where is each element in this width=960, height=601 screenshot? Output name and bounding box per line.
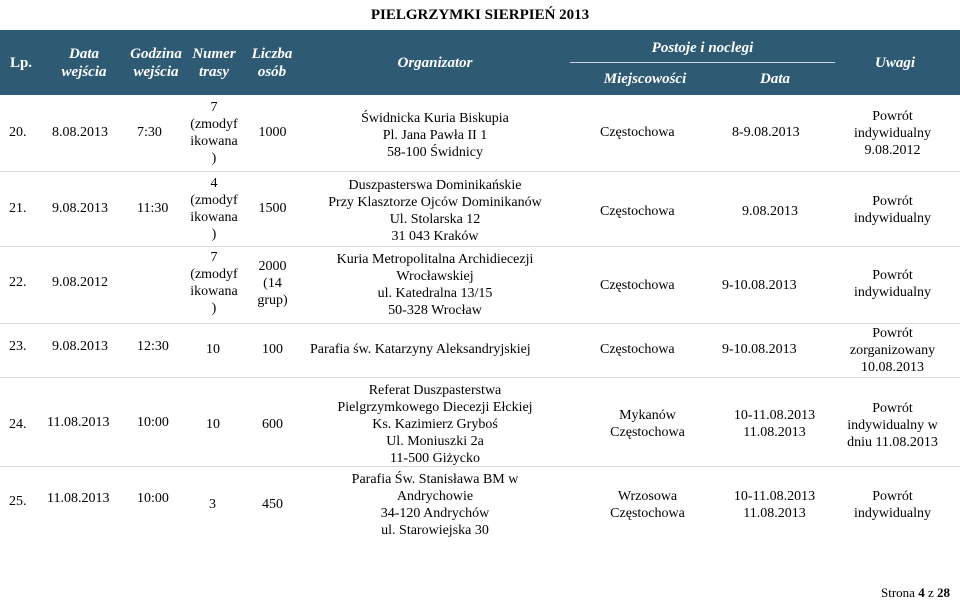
notes-line: Powrót bbox=[872, 326, 913, 341]
row-24-stop-date bbox=[712, 407, 837, 441]
notes-line: dniu 11.08.2013 bbox=[847, 435, 938, 450]
row-separator bbox=[0, 466, 960, 467]
row-25-date: 11.08.2013 bbox=[47, 491, 110, 506]
route-line: ) bbox=[211, 227, 217, 242]
row-24-date: 11.08.2013 bbox=[47, 415, 110, 430]
header-date-line1: Data bbox=[69, 45, 99, 62]
row-25-time: 10:00 bbox=[137, 491, 169, 506]
notes-line: indywidualny bbox=[854, 126, 931, 141]
row-25-lp: 25. bbox=[9, 494, 27, 509]
stop-date-line: 10-11.08.2013 bbox=[733, 408, 816, 423]
row-24-count: 600 bbox=[262, 417, 283, 432]
header-route bbox=[186, 30, 242, 95]
row-20-lp: 20. bbox=[9, 125, 27, 140]
row-20-organizer bbox=[300, 110, 570, 161]
footer-middle: z bbox=[927, 585, 934, 600]
place-line: Wrzosowa bbox=[617, 489, 678, 504]
row-22-lp: 22. bbox=[9, 275, 27, 290]
notes-line: Powrót bbox=[872, 109, 913, 124]
row-separator bbox=[0, 171, 960, 172]
row-21-count: 1500 bbox=[258, 201, 287, 216]
row-21-places: Częstochowa bbox=[600, 204, 675, 219]
table-header bbox=[0, 30, 960, 95]
organizer-line: Ks. Kazimierz Gryboś bbox=[372, 417, 498, 432]
row-23-time: 12:30 bbox=[137, 339, 169, 354]
row-22-route bbox=[185, 249, 243, 317]
document-title: PIELGRZYMKI SIERPIEŃ 2013 bbox=[370, 7, 590, 23]
place-line: Częstochowa bbox=[610, 425, 685, 440]
row-21-time: 11:30 bbox=[137, 201, 169, 216]
organizer-line: Przy Klasztorze Ojców Dominikanów bbox=[328, 195, 542, 210]
notes-line: indywidualny w bbox=[847, 418, 938, 433]
row-23-lp: 23. bbox=[9, 339, 27, 354]
route-line: ikowana bbox=[190, 134, 238, 149]
row-20-stop-date: 8-9.08.2013 bbox=[732, 125, 800, 140]
route-line: (zmodyf bbox=[190, 117, 238, 132]
row-24-places bbox=[585, 407, 710, 441]
header-organizer: Organizator bbox=[397, 54, 473, 71]
route-line: ikowana bbox=[190, 210, 238, 225]
header-notes: Uwagi bbox=[874, 54, 915, 71]
row-23-count: 100 bbox=[262, 342, 283, 357]
row-21-route bbox=[185, 175, 243, 243]
notes-line: zorganizowany bbox=[849, 343, 936, 358]
row-25-route: 3 bbox=[209, 497, 216, 512]
row-20-route bbox=[185, 99, 243, 167]
header-places: Miejscowości bbox=[603, 71, 687, 87]
page-footer bbox=[881, 585, 950, 601]
row-21-date: 9.08.2013 bbox=[52, 201, 108, 216]
organizer-line: ul. Starowiejska 30 bbox=[381, 523, 489, 538]
row-23-organizer: Parafia św. Katarzyny Aleksandryjskiej bbox=[310, 342, 531, 357]
notes-line: Powrót bbox=[872, 194, 913, 209]
row-21-notes bbox=[830, 193, 955, 227]
row-21-lp: 21. bbox=[9, 201, 27, 216]
row-22-count bbox=[245, 258, 300, 309]
count-line: 2000 bbox=[258, 259, 287, 274]
header-stops-divider bbox=[570, 62, 835, 63]
row-24-organizer bbox=[300, 382, 570, 467]
organizer-line: 34-120 Andrychów bbox=[380, 506, 490, 521]
row-23-date: 9.08.2013 bbox=[52, 339, 108, 354]
header-time-line2: wejścia bbox=[133, 63, 179, 80]
header-time bbox=[124, 30, 188, 95]
place-line: Mykanów bbox=[619, 408, 676, 423]
row-23-route: 10 bbox=[206, 342, 220, 357]
row-23-notes bbox=[830, 325, 955, 376]
header-stops: Postoje i noclegi bbox=[651, 40, 754, 56]
header-route-line1: Numer bbox=[192, 45, 236, 62]
row-22-date: 9.08.2012 bbox=[52, 275, 108, 290]
organizer-line: 58-100 Świdnicy bbox=[386, 145, 484, 160]
organizer-line: Parafia Św. Stanisława BM w bbox=[351, 472, 519, 487]
organizer-line: 50-328 Wrocław bbox=[388, 303, 482, 318]
header-route-line2: trasy bbox=[199, 63, 229, 80]
footer-prefix: Strona bbox=[881, 585, 915, 600]
header-date-line2: wejścia bbox=[61, 63, 107, 80]
organizer-line: 31 043 Kraków bbox=[391, 229, 479, 244]
row-22-notes bbox=[830, 267, 955, 301]
organizer-line: 11-500 Giżycko bbox=[389, 451, 481, 466]
organizer-line: Pielgrzymkowego Diecezji Ełckiej bbox=[337, 400, 533, 415]
count-line: (14 bbox=[263, 276, 282, 291]
row-24-notes bbox=[830, 400, 955, 451]
row-20-time: 7:30 bbox=[137, 125, 162, 140]
row-21-stop-date: 9.08.2013 bbox=[742, 204, 798, 219]
header-stop-date: Data bbox=[760, 71, 790, 87]
row-24-lp: 24. bbox=[9, 417, 27, 432]
organizer-line: Wrocławskiej bbox=[396, 269, 474, 284]
notes-line: indywidualny bbox=[854, 211, 931, 226]
organizer-line: Świdnicka Kuria Biskupia bbox=[361, 111, 509, 126]
route-line: 7 bbox=[210, 100, 218, 115]
organizer-line: Kuria Metropolitalna Archidiecezji bbox=[336, 252, 534, 267]
row-24-route: 10 bbox=[206, 417, 220, 432]
header-lp: Lp. bbox=[9, 54, 33, 71]
organizer-line: Pl. Jana Pawła II 1 bbox=[382, 128, 488, 143]
stop-date-line: 10-11.08.2013 bbox=[733, 489, 816, 504]
row-21-organizer bbox=[300, 177, 570, 245]
row-25-notes bbox=[830, 488, 955, 522]
header-count-line1: Liczba bbox=[251, 45, 293, 62]
row-25-organizer bbox=[300, 471, 570, 539]
organizer-line: Ul. Moniuszki 2a bbox=[386, 434, 484, 449]
row-20-date: 8.08.2013 bbox=[52, 125, 108, 140]
route-line: 7 bbox=[210, 250, 218, 265]
row-separator bbox=[0, 246, 960, 247]
row-separator bbox=[0, 377, 960, 378]
row-23-stop-date: 9-10.08.2013 bbox=[722, 342, 797, 357]
route-line: (zmodyf bbox=[190, 267, 238, 282]
footer-page-number: 4 bbox=[918, 585, 925, 600]
organizer-line: Duszpasterswa Dominikańskie bbox=[348, 178, 522, 193]
stop-date-line: 11.08.2013 bbox=[743, 506, 806, 521]
organizer-line: Ul. Stolarska 12 bbox=[389, 212, 481, 227]
notes-line: Powrót bbox=[872, 489, 913, 504]
notes-line: Powrót bbox=[872, 268, 913, 283]
row-20-count: 1000 bbox=[258, 125, 287, 140]
notes-line: Powrót bbox=[872, 401, 913, 416]
notes-line: indywidualny bbox=[854, 285, 931, 300]
notes-line: 9.08.2012 bbox=[864, 143, 921, 158]
notes-line: indywidualny bbox=[854, 506, 931, 521]
organizer-line: Referat Duszpasterstwa bbox=[368, 383, 502, 398]
stop-date-line: 11.08.2013 bbox=[743, 425, 806, 440]
row-22-organizer bbox=[300, 251, 570, 319]
row-25-places bbox=[585, 488, 710, 522]
route-line: ikowana bbox=[190, 284, 238, 299]
header-time-line1: Godzina bbox=[130, 45, 182, 62]
row-separator bbox=[0, 323, 960, 324]
route-line: ) bbox=[211, 301, 217, 316]
route-line: (zmodyf bbox=[190, 193, 238, 208]
header-count bbox=[242, 30, 302, 95]
notes-line: 10.08.2013 bbox=[861, 360, 924, 375]
row-20-places: Częstochowa bbox=[600, 125, 675, 140]
row-24-time: 10:00 bbox=[137, 415, 169, 430]
organizer-line: ul. Katedralna 13/15 bbox=[377, 286, 493, 301]
organizer-line: Andrychowie bbox=[396, 489, 474, 504]
header-date bbox=[48, 30, 120, 95]
row-22-stop-date: 9-10.08.2013 bbox=[722, 278, 797, 293]
row-22-places: Częstochowa bbox=[600, 278, 675, 293]
route-line: ) bbox=[211, 151, 217, 166]
row-23-places: Częstochowa bbox=[600, 342, 675, 357]
header-count-line2: osób bbox=[257, 63, 287, 80]
row-25-count: 450 bbox=[262, 497, 283, 512]
route-line: 4 bbox=[210, 176, 218, 191]
row-20-notes bbox=[830, 108, 955, 159]
row-25-stop-date bbox=[712, 488, 837, 522]
footer-total-pages: 28 bbox=[937, 585, 950, 600]
place-line: Częstochowa bbox=[610, 506, 685, 521]
count-line: grup) bbox=[257, 293, 288, 308]
